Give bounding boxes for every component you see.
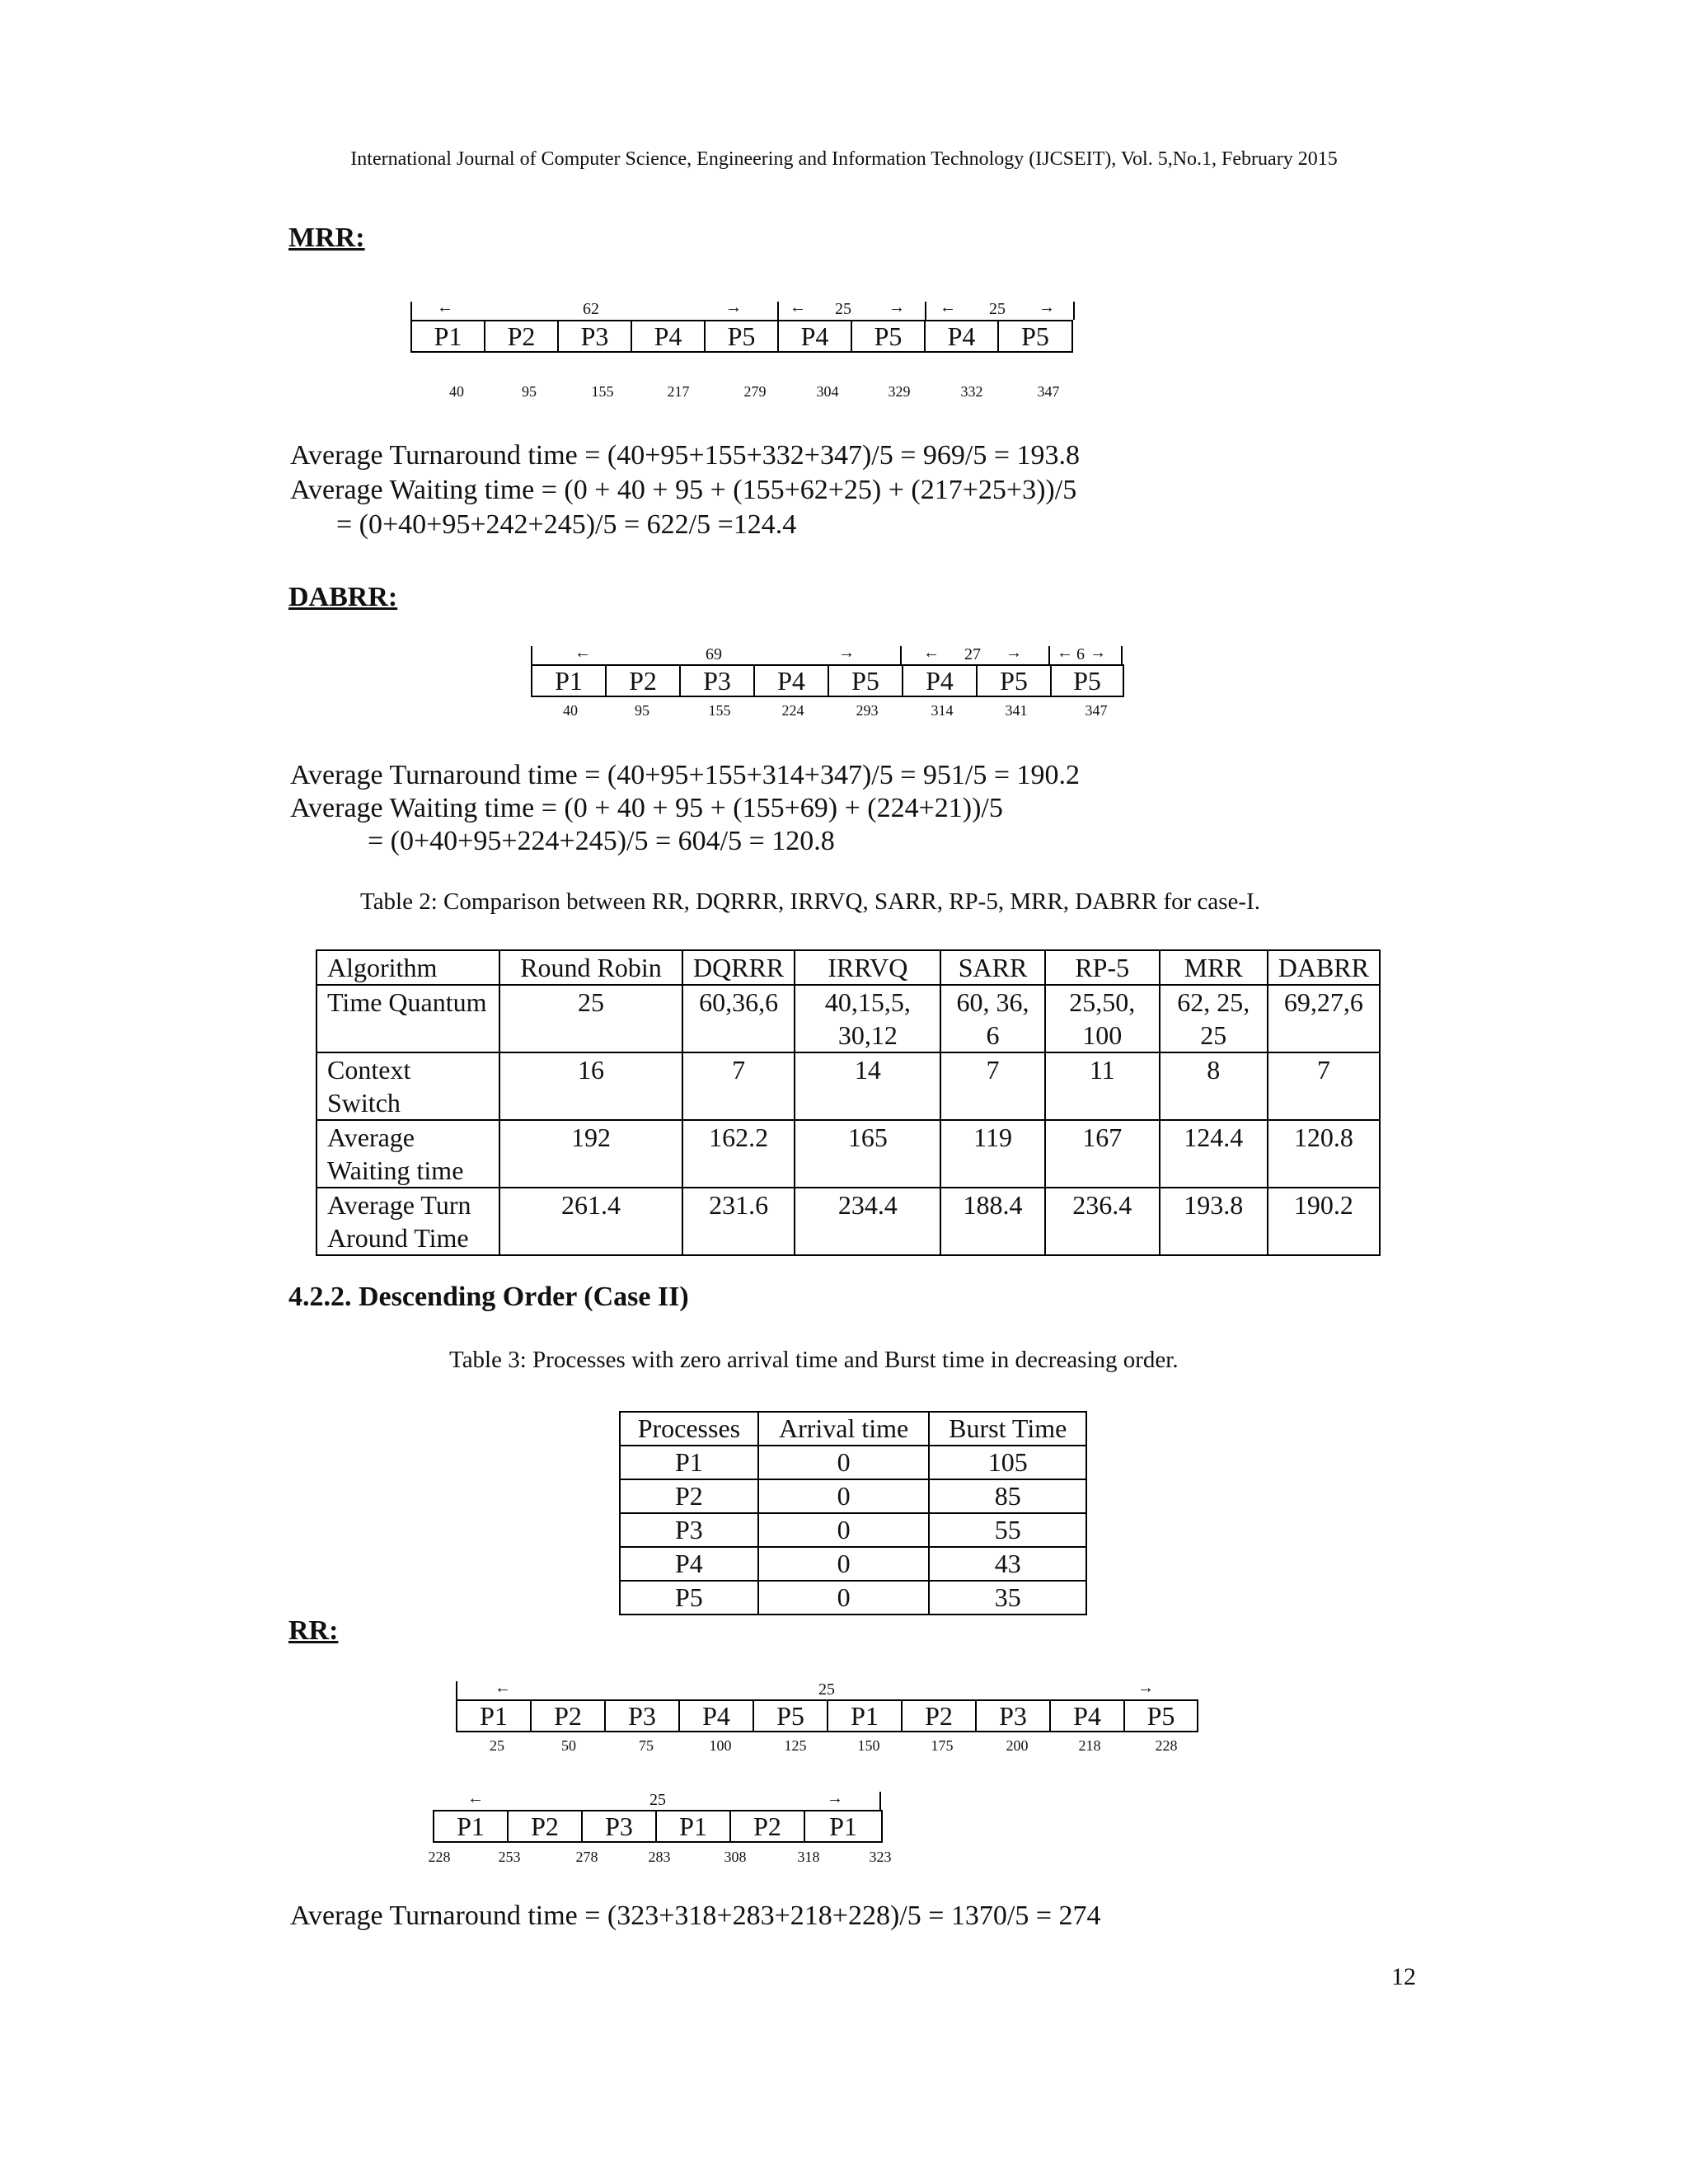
left-arrow-icon: ←	[495, 1679, 511, 1697]
gantt-cell: P3	[606, 1701, 680, 1731]
table-header-cell: RP-5	[1045, 950, 1160, 985]
dabrr-bracket	[900, 646, 902, 664]
gantt-cell: P5	[1021, 321, 1049, 351]
time-tick: 278	[575, 1849, 598, 1865]
rr-gantt-chart-1	[456, 1699, 1198, 1732]
dabrr-gantt-chart	[531, 664, 1124, 697]
gantt-cell: P3	[559, 321, 632, 351]
time-tick: 318	[797, 1849, 820, 1865]
gantt-cell: P3	[583, 1811, 657, 1841]
right-arrow-icon: →	[1090, 644, 1106, 662]
table-header-row	[620, 1412, 1086, 1446]
mrr-bracket	[777, 302, 779, 320]
dabrr-waiting-result: = (0+40+95+224+245)/5 = 604/5 = 120.8	[368, 826, 835, 856]
right-arrow-icon: →	[725, 298, 742, 316]
time-tick: 155	[591, 383, 614, 400]
mrr-span-label: 25	[835, 300, 851, 318]
right-arrow-icon: →	[1039, 298, 1055, 316]
gantt-cell: P4	[680, 1701, 754, 1731]
time-tick: 75	[639, 1737, 654, 1754]
time-tick: 217	[667, 383, 690, 400]
table-header-cell: Arrival time	[758, 1412, 930, 1446]
mrr-turnaround-eq: Average Turnaround time = (40+95+155+332+347)/5 = 969/5 = 193.8	[290, 440, 1081, 471]
table-cell: 16	[499, 1052, 682, 1120]
table-row	[620, 1479, 1086, 1513]
table-cell: 8	[1160, 1052, 1268, 1120]
time-tick: 50	[561, 1737, 576, 1754]
dabrr-span-label: 6	[1076, 645, 1085, 663]
gantt-cell: P2	[903, 1701, 977, 1731]
table-cell: 0	[758, 1513, 930, 1547]
table-cell: 167	[1045, 1120, 1160, 1188]
time-tick: 347	[1037, 383, 1060, 400]
dabrr-bracket	[531, 646, 532, 664]
time-tick: 347	[1085, 702, 1108, 719]
gantt-cell: P1	[412, 321, 485, 351]
table-cell: 85	[929, 1479, 1086, 1513]
table-cell: 60, 36, 6	[940, 985, 1044, 1052]
time-tick: 40	[563, 702, 578, 719]
table-row	[620, 1547, 1086, 1581]
dabrr-waiting-eq: Average Waiting time = (0 + 40 + 95 + (155+69) + (224+21))/5	[290, 793, 1003, 823]
gantt-cell: P2	[509, 1811, 583, 1841]
table-cell: 40,15,5, 30,12	[795, 985, 940, 1052]
table-cell: 236.4	[1045, 1188, 1160, 1255]
time-tick: 253	[498, 1849, 521, 1865]
time-tick: 95	[522, 383, 537, 400]
table-header-cell: SARR	[940, 950, 1044, 985]
table-header-cell: Round Robin	[499, 950, 682, 985]
table-cell: 190.2	[1268, 1188, 1380, 1255]
time-tick: 304	[816, 383, 839, 400]
left-arrow-icon: ←	[940, 298, 956, 316]
right-arrow-icon: →	[889, 298, 905, 316]
rr-bracket	[879, 1792, 881, 1810]
time-tick: 323	[869, 1849, 892, 1865]
time-tick: 40	[449, 383, 464, 400]
left-arrow-icon: ←	[1057, 644, 1073, 662]
table-cell: 25,50, 100	[1045, 985, 1160, 1052]
time-tick: 200	[1006, 1737, 1029, 1754]
table-header-row	[316, 950, 1380, 985]
table-cell: 0	[758, 1446, 930, 1479]
rr-span-label: 25	[818, 1680, 835, 1699]
table-cell: 234.4	[795, 1188, 940, 1255]
table-cell: 62, 25, 25	[1160, 985, 1268, 1052]
table-cell: P5	[620, 1581, 758, 1615]
gantt-cell: P4	[903, 666, 978, 696]
gantt-cell: P5	[1073, 666, 1101, 696]
table-cell: 60,36,6	[682, 985, 795, 1052]
table3-caption: Table 3: Processes with zero arrival time and Burst time in decreasing order.	[449, 1347, 1179, 1373]
mrr-bracket	[925, 302, 926, 320]
time-tick: 100	[709, 1737, 732, 1754]
gantt-cell: P3	[977, 1701, 1051, 1731]
table-cell: 188.4	[940, 1188, 1044, 1255]
time-tick: 155	[708, 702, 731, 719]
time-tick: 228	[428, 1849, 451, 1865]
table-cell: 7	[940, 1052, 1044, 1120]
rr-turnaround-eq: Average Turnaround time = (323+318+283+218+228)/5 = 1370/5 = 274	[290, 1900, 1101, 1931]
table-cell: Context Switch	[316, 1052, 499, 1120]
table-cell: Average Waiting time	[316, 1120, 499, 1188]
table-cell: Average Turn Around Time	[316, 1188, 499, 1255]
section-heading: 4.2.2. Descending Order (Case II)	[288, 1282, 689, 1312]
mrr-gantt-chart	[410, 320, 1073, 353]
gantt-cell: P1	[829, 1811, 857, 1841]
table2-caption: Table 2: Comparison between RR, DQRRR, IRRVQ, SARR, RP-5, MRR, DABRR for case-I.	[360, 888, 1260, 915]
time-tick: 175	[931, 1737, 954, 1754]
left-arrow-icon: ←	[467, 1789, 484, 1807]
rr-span-label: 25	[649, 1791, 666, 1809]
table-row	[316, 985, 1380, 1052]
gantt-cell: P1	[657, 1811, 731, 1841]
gantt-cell: P1	[828, 1701, 903, 1731]
processes-table	[619, 1411, 1087, 1615]
right-arrow-icon: →	[1137, 1679, 1154, 1697]
table-cell: 231.6	[682, 1188, 795, 1255]
table-cell: 105	[929, 1446, 1086, 1479]
gantt-cell: P4	[632, 321, 706, 351]
table-cell: 192	[499, 1120, 682, 1188]
gantt-cell: P5	[978, 666, 1052, 696]
time-tick: 314	[931, 702, 954, 719]
gantt-cell: P5	[852, 321, 926, 351]
time-tick: 125	[784, 1737, 807, 1754]
gantt-cell: P2	[731, 1811, 805, 1841]
table-header-cell: Burst Time	[929, 1412, 1086, 1446]
table-cell: 69,27,6	[1268, 985, 1380, 1052]
time-tick: 150	[857, 1737, 880, 1754]
table-row	[316, 1188, 1380, 1255]
gantt-cell: P5	[706, 321, 779, 351]
time-tick: 341	[1005, 702, 1028, 719]
gantt-cell: P1	[532, 666, 607, 696]
gantt-cell: P5	[754, 1701, 828, 1731]
time-tick: 332	[960, 383, 983, 400]
table-cell: 55	[929, 1513, 1086, 1547]
table-cell: 0	[758, 1547, 930, 1581]
mrr-bracket	[1073, 302, 1075, 320]
table-cell: P1	[620, 1446, 758, 1479]
rr-gantt-chart-2	[433, 1810, 883, 1843]
table-row	[316, 1052, 1380, 1120]
right-arrow-icon: →	[838, 644, 855, 662]
dabrr-turnaround-eq: Average Turnaround time = (40+95+155+314+347)/5 = 951/5 = 190.2	[290, 760, 1081, 790]
right-arrow-icon: →	[1006, 644, 1022, 662]
gantt-cell: P3	[681, 666, 755, 696]
table-cell: 162.2	[682, 1120, 795, 1188]
table-cell: 43	[929, 1547, 1086, 1581]
table-cell: 11	[1045, 1052, 1160, 1120]
dabrr-bracket	[1048, 646, 1050, 664]
table-row	[620, 1446, 1086, 1479]
time-tick: 293	[856, 702, 879, 719]
dabrr-span-label: 27	[964, 645, 981, 663]
table-cell: 124.4	[1160, 1120, 1268, 1188]
table-cell: P3	[620, 1513, 758, 1547]
table-header-cell: Algorithm	[316, 950, 499, 985]
gantt-cell: P4	[755, 666, 829, 696]
left-arrow-icon: ←	[790, 298, 806, 316]
gantt-cell: P5	[1146, 1701, 1175, 1731]
table-cell: 35	[929, 1581, 1086, 1615]
time-tick: 329	[888, 383, 911, 400]
gantt-cell: P2	[485, 321, 559, 351]
table-cell: 14	[795, 1052, 940, 1120]
gantt-cell: P2	[532, 1701, 606, 1731]
gantt-cell: P4	[779, 321, 852, 351]
left-arrow-icon: ←	[574, 644, 591, 662]
table-cell: P2	[620, 1479, 758, 1513]
left-arrow-icon: ←	[437, 298, 453, 316]
table-header-cell: IRRVQ	[795, 950, 940, 985]
table-cell: 7	[1268, 1052, 1380, 1120]
gantt-cell: P2	[607, 666, 681, 696]
table-row	[316, 1120, 1380, 1188]
table-row	[620, 1513, 1086, 1547]
table-cell: 7	[682, 1052, 795, 1120]
mrr-waiting-result: = (0+40+95+242+245)/5 = 622/5 =124.4	[336, 509, 797, 540]
time-tick: 308	[724, 1849, 747, 1865]
table-cell: 261.4	[499, 1188, 682, 1255]
table-cell: 0	[758, 1581, 930, 1615]
gantt-cell: P5	[829, 666, 903, 696]
dabrr-heading: DABRR:	[288, 582, 398, 612]
mrr-heading: MRR:	[288, 223, 365, 253]
time-tick: 283	[648, 1849, 671, 1865]
mrr-span-label: 62	[583, 300, 599, 318]
rr-bracket	[456, 1681, 457, 1699]
comparison-table	[316, 949, 1381, 1256]
table-cell: 0	[758, 1479, 930, 1513]
journal-header: International Journal of Computer Science, Engineering and Information Technology (IJCSEIT), Vol. 5,No.1, February 2015	[350, 148, 1338, 170]
time-tick: 25	[490, 1737, 504, 1754]
dabrr-bracket	[1121, 646, 1123, 664]
table-header-cell: DQRRR	[682, 950, 795, 985]
table-cell: 120.8	[1268, 1120, 1380, 1188]
mrr-span-label: 25	[989, 300, 1006, 318]
time-tick: 95	[635, 702, 649, 719]
right-arrow-icon: →	[827, 1789, 843, 1807]
gantt-cell: P1	[434, 1811, 509, 1841]
table-cell: 25	[499, 985, 682, 1052]
time-tick: 218	[1078, 1737, 1101, 1754]
table-header-cell: Processes	[620, 1412, 758, 1446]
table-header-cell: DABRR	[1268, 950, 1380, 985]
rr-heading: RR:	[288, 1615, 339, 1646]
gantt-cell: P4	[1051, 1701, 1125, 1731]
gantt-cell: P1	[457, 1701, 532, 1731]
table-cell: 119	[940, 1120, 1044, 1188]
page-number: 12	[1391, 1963, 1416, 1990]
table-header-cell: MRR	[1160, 950, 1268, 985]
time-tick: 228	[1155, 1737, 1178, 1754]
mrr-waiting-eq: Average Waiting time = (0 + 40 + 95 + (155+62+25) + (217+25+3))/5	[290, 475, 1077, 505]
time-tick: 224	[781, 702, 804, 719]
table-cell: 165	[795, 1120, 940, 1188]
left-arrow-icon: ←	[923, 644, 940, 662]
mrr-bracket	[410, 302, 412, 320]
table-cell: 193.8	[1160, 1188, 1268, 1255]
table-cell: P4	[620, 1547, 758, 1581]
table-row	[620, 1581, 1086, 1615]
table-cell: Time Quantum	[316, 985, 499, 1052]
time-tick: 279	[743, 383, 767, 400]
gantt-cell: P4	[926, 321, 999, 351]
dabrr-span-label: 69	[706, 645, 722, 663]
